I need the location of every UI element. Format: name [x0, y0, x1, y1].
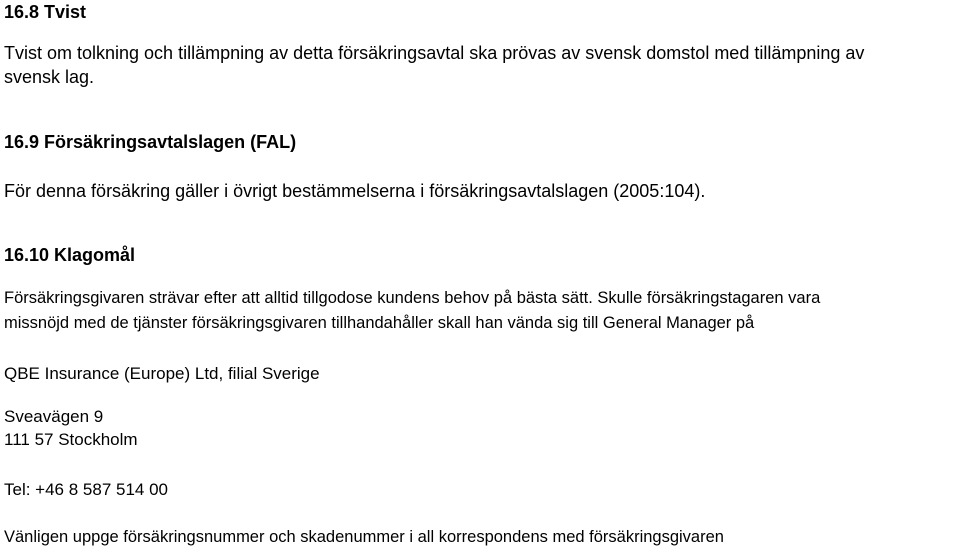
company-name: QBE Insurance (Europe) Ltd, filial Sverige: [4, 364, 320, 383]
paragraph-klagomal-line-2: missnöjd med de tjänster försäkringsgivaren tillhandahåller skall han vända sig till General Manager på: [4, 314, 755, 332]
closing-instruction: Vänligen uppge försäkringsnummer och skadenummer i all korrespondens med försäkringsgivaren: [4, 528, 724, 546]
paragraph-tvist-line-1: Tvist om tolkning och tillämpning av detta försäkringsavtal ska prövas av svensk domstol med tillämpning av: [4, 43, 865, 63]
address-street: Sveavägen 9: [4, 407, 104, 426]
paragraph-fal-line-1: För denna försäkring gäller i övrigt bestämmelserna i försäkringsavtalslagen (2005:104).: [4, 181, 706, 201]
section-heading-fal: 16.9 Försäkringsavtalslagen (FAL): [4, 132, 297, 152]
paragraph-klagomal-line-1: Försäkringsgivaren strävar efter att alltid tillgodose kundens behov på bästa sätt. Skulle försäkringstagaren vara: [4, 289, 821, 307]
paragraph-tvist-line-2: svensk lag.: [4, 67, 95, 87]
section-heading-tvist: 16.8 Tvist: [4, 2, 87, 22]
section-heading-klagomal: 16.10 Klagomål: [4, 245, 136, 265]
address-postal: 111 57 Stockholm: [4, 430, 138, 449]
document-page: [4, 0, 958, 551]
phone-number: Tel: +46 8 587 514 00: [4, 480, 168, 499]
